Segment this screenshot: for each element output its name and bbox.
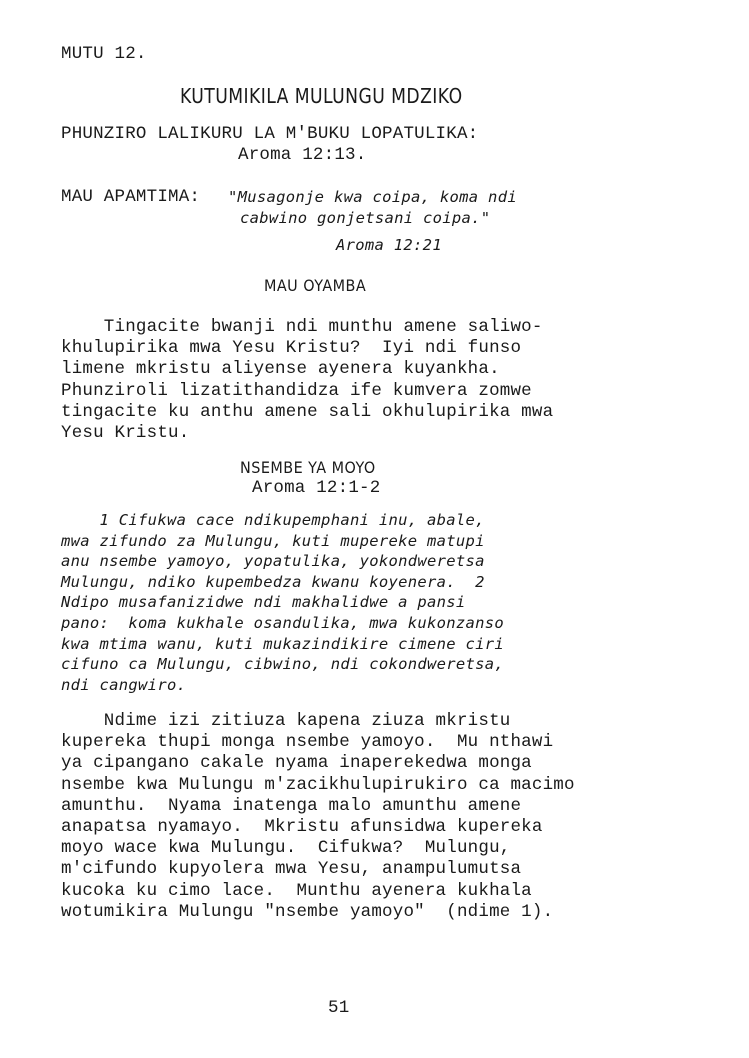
paragraph-line: Tingacite bwanji ndi munthu amene saliwo- [61, 317, 543, 337]
page-title: KUTUMIKILA MULUNGU MDZIKO [180, 84, 463, 108]
study-label: PHUNZIRO LALIKURU LA M'BUKU LOPATULIKA: [61, 124, 479, 144]
paragraph-line: khulupirika mwa Yesu Kristu? Iyi ndi funso [61, 338, 522, 359]
memory-verse-reference: Aroma 12:21 [336, 236, 442, 254]
scripture-line: Mulungu, ndiko kupembedza kwanu koyenera. 2 [61, 572, 485, 591]
scripture-line: pano: koma kukhale osandulika, mwa kukonzanso [61, 613, 505, 632]
paragraph-line: limene mkristu aliyense ayenera kuyankha. [61, 359, 500, 380]
body-paragraph [61, 711, 621, 923]
scripture-line: 1 Cifukwa cace ndikupemphani inu, abale, [61, 511, 485, 529]
paragraph-line: nsembe kwa Mulungu m'zacikhulupirukiro ca macimo [61, 774, 575, 795]
paragraph-line: m'cifundo kupyolera mwa Yesu, anampulumutsa [61, 859, 522, 880]
section-heading: NSEMBE YA MOYO [240, 458, 376, 477]
scripture-line: Ndipo musafanizidwe ndi makhalidwe a pansi [61, 593, 466, 612]
scripture-line: cifuno ca Mulungu, cibwino, ndi cokondweretsa, [61, 655, 505, 674]
paragraph-line: tingacite ku anthu amene sali okhulupirika mwa [61, 401, 554, 422]
scripture-line: anu nsembe yamoyo, yopatulika, yokondweretsa [61, 552, 485, 571]
scripture-line: kwa mtima wanu, kuti mukazindikire cimene ciri [61, 634, 505, 653]
scripture-passage [61, 510, 621, 695]
paragraph-line: Ndime izi zitiuza kapena ziuza mkristu [61, 711, 511, 731]
paragraph-line: Yesu Kristu. [61, 423, 190, 444]
paragraph-line: kucoka ku cimo lace. Munthu ayenera kukhala [61, 880, 532, 901]
paragraph-line: wotumikira Mulungu "nsembe yamoyo" (ndime 1). [61, 901, 554, 922]
page-number: 51 [328, 998, 350, 1018]
memory-verse-label: MAU APAMTIMA: [61, 187, 201, 207]
memory-verse-line: "Musagonje kwa coipa, koma ndi [228, 188, 517, 206]
paragraph-line: kupereka thupi monga nsembe yamoyo. Mu nthawi [61, 732, 554, 753]
paragraph-line: ya cipangano cakale nyama inaperekedwa monga [61, 753, 532, 774]
paragraph-line: moyo wace kwa Mulungu. Cifukwa? Mulungu, [61, 838, 511, 859]
intro-paragraph [61, 317, 621, 444]
section-reference: Aroma 12:1-2 [252, 478, 381, 498]
paragraph-line: Phunziroli lizatithandidza ife kumvera zomwe [61, 380, 532, 401]
paragraph-line: anapatsa nyamayo. Mkristu afunsidwa kupereka [61, 817, 543, 838]
study-reference: Aroma 12:13. [238, 145, 367, 165]
paragraph-line: amunthu. Nyama inatenga malo amunthu amene [61, 795, 522, 816]
memory-verse-line: cabwino gonjetsani coipa." [240, 209, 491, 227]
intro-heading: MAU OYAMBA [264, 276, 367, 295]
lesson-number: MUTU 12. [61, 44, 147, 64]
scripture-line: ndi cangwiro. [61, 675, 187, 694]
scripture-line: mwa zifundo za Mulungu, kuti mupereke matupi [61, 531, 485, 550]
